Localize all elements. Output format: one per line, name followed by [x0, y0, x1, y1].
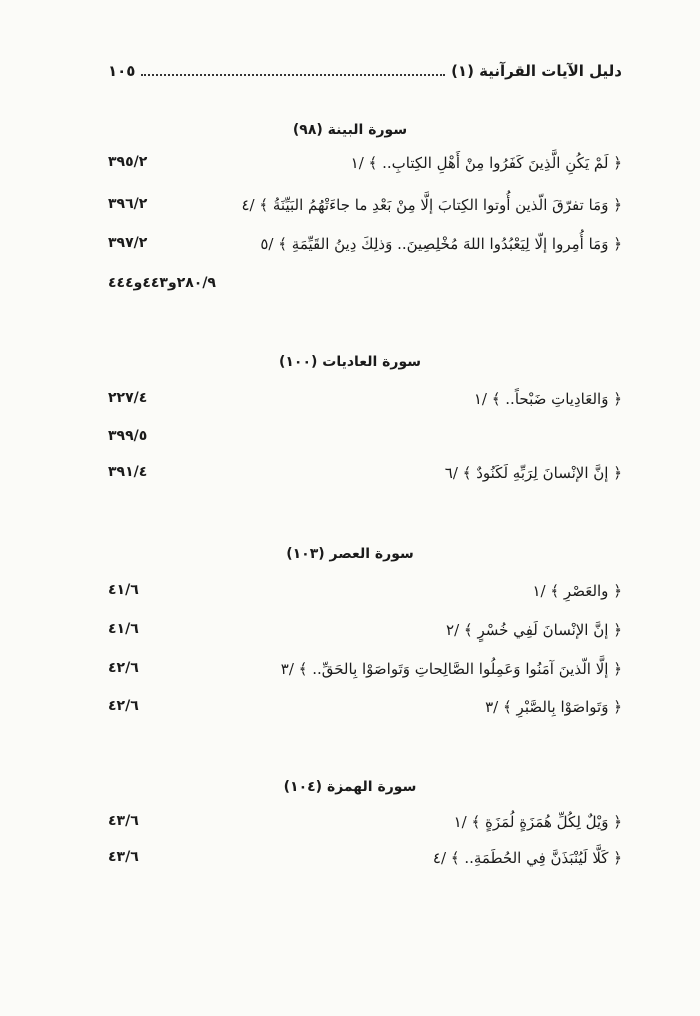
verse-row [108, 621, 622, 645]
verse-row [108, 428, 622, 452]
verse-row [108, 235, 622, 259]
verse-reference: ٣٩١/٤ [108, 464, 148, 480]
section-al-humaza [0, 779, 700, 795]
verse-row [108, 698, 622, 722]
section-al-adiyat [0, 354, 700, 370]
verse-row [108, 582, 622, 606]
section-title: سورة العصر (١٠٣) [286, 546, 414, 562]
verse-row [108, 390, 622, 414]
verse-reference: ٤٣/٦ [108, 849, 139, 865]
verse-text: ﴿ إلَّا الّذينَ آمَنُوا وَعَمِلُوا الصَّالِحاتِ وَتَواصَوْا بِالحَقِّ.. ﴾ /٣ [280, 660, 622, 678]
verse-row [108, 275, 622, 299]
verse-row [108, 154, 622, 178]
verse-text: ﴿ وَمَا تفرّقَ الّذين أُوتوا الكِتابَ إلَّا مِنْ بَعْدِ ما جاءَتْهُمُ البَيِّنَةُ ﴾ /٤ [241, 196, 622, 214]
leader-dots [141, 74, 445, 76]
verse-reference: ٤١/٦ [108, 621, 139, 637]
verse-row [108, 196, 622, 220]
verse-text: ﴿ وَمَا أُمِروا إلّا لِيَعْبُدُوا اللهَ مُخْلِصِينَ.. وَذلِكَ دِينُ القَيِّمَةِ ﴾ /٥ [260, 235, 622, 253]
section-title: سورة العاديات (١٠٠) [278, 354, 422, 370]
verse-reference: ٢٨٠/٩و٤٤٣و٤٤٤ [108, 275, 216, 291]
section-al-bayyina [0, 122, 700, 138]
verse-text: ﴿ إنَّ الإنْسانَ لِرَبِّهِ لَكَنُودٌ ﴾ /٦ [444, 464, 622, 482]
verse-text: ﴿ لَمْ يَكُنِ الَّذِينَ كَفَرُوا مِنْ أَهْلِ الكِتابِ.. ﴾ /١ [350, 154, 622, 172]
verse-reference: ٣٩٧/٢ [108, 235, 148, 251]
running-title: دليل الآيات القرآنية (١) [451, 62, 622, 80]
page-header [108, 62, 622, 88]
verse-reference: ٢٢٧/٤ [108, 390, 148, 406]
verse-text: ﴿ وَالعَادِياتِ ضَبْحاً.. ﴾ /١ [473, 390, 622, 408]
verse-row [108, 849, 622, 873]
verse-reference: ٣٩٩/٥ [108, 428, 148, 444]
section-title: سورة البينة (٩٨) [292, 122, 408, 138]
verse-row [108, 813, 622, 837]
verse-text: ﴿ إنَّ الإنْسانَ لَفِي خُسْرٍ ﴾ /٢ [446, 621, 622, 639]
page-number: ١٠٥ [108, 62, 136, 80]
verse-reference: ٤١/٦ [108, 582, 139, 598]
verse-reference: ٣٩٥/٢ [108, 154, 148, 170]
verse-row [108, 464, 622, 488]
verse-text: ﴿ وَيْلٌ لِكُلِّ هُمَزَةٍ لُمَزَةٍ ﴾ /١ [453, 813, 622, 831]
verse-text: ﴿ كَلَّا لَيُنْبَذَنَّ فِي الحُطَمَةِ.. ﴾ /٤ [432, 849, 622, 867]
section-title: سورة الهمزة (١٠٤) [283, 779, 417, 795]
verse-reference: ٣٩٦/٢ [108, 196, 148, 212]
verse-row [108, 660, 622, 684]
verse-reference: ٤٢/٦ [108, 660, 139, 676]
verse-reference: ٤٣/٦ [108, 813, 139, 829]
verse-text: ﴿ والعَصْرِ ﴾ /١ [532, 582, 622, 600]
section-al-asr [0, 546, 700, 562]
verse-reference: ٤٢/٦ [108, 698, 139, 714]
verse-text: ﴿ وَتَواصَوْا بِالصَّبْرِ ﴾ /٣ [485, 698, 622, 716]
